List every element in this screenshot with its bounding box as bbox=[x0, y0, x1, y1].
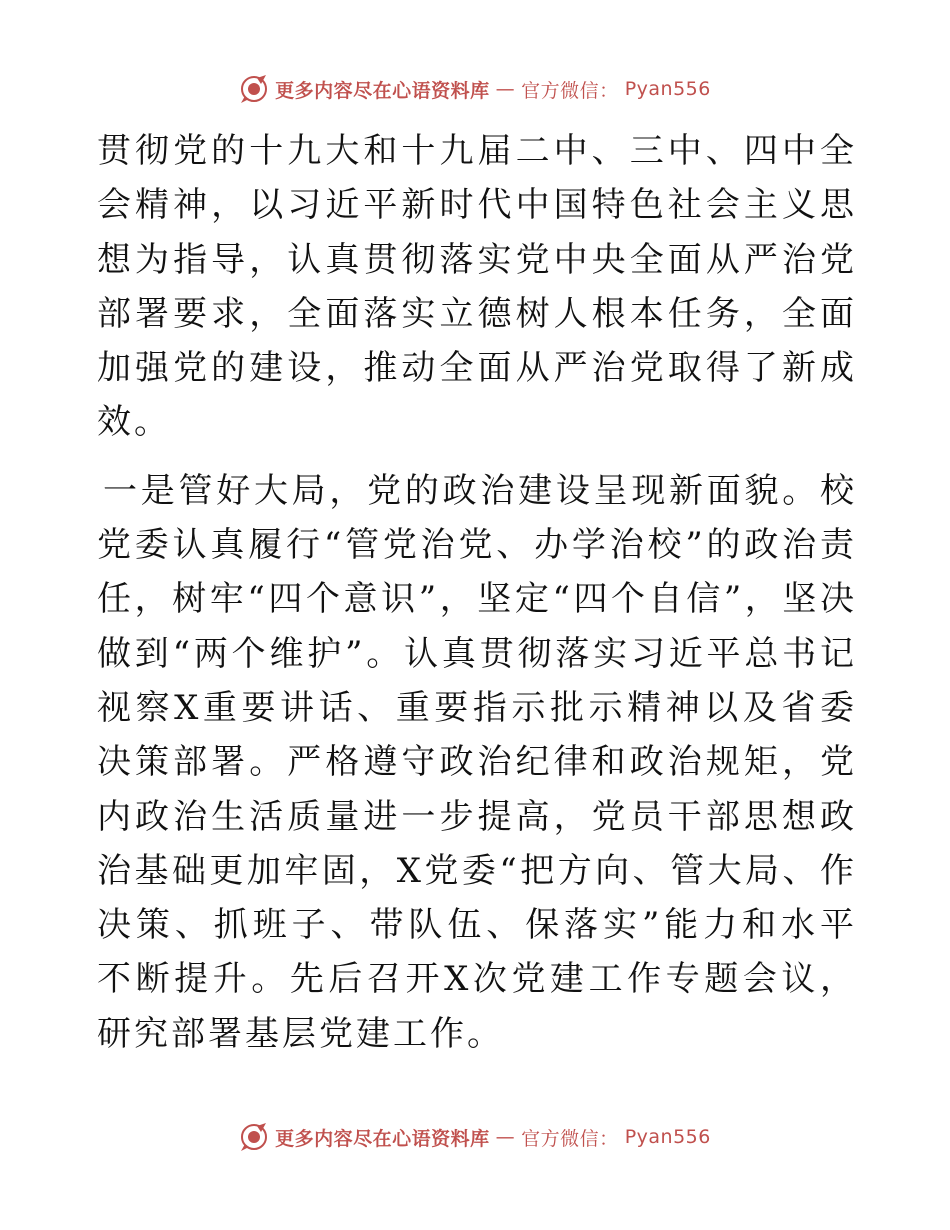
paragraph-1: 贯彻党的十九大和十九届二中、三中、四中全会精神，以习近平新时代中国特色社会主义思想为指导，认真贯彻落实党中央全面从严治党部署要求，全面落实立德树人根本任务，全面加强党的建设，推动全面从严治党取得了新成效。 bbox=[97, 131, 857, 443]
footer-watermark bbox=[0, 1122, 950, 1152]
quill-seal-icon bbox=[239, 74, 269, 104]
watermark-separator: — bbox=[495, 78, 516, 100]
watermark-contact-value: Pyan556 bbox=[624, 78, 711, 100]
watermark-main-text: 更多内容尽在心语资料库 bbox=[275, 1127, 490, 1150]
watermark-main-text: 更多内容尽在心语资料库 bbox=[275, 79, 490, 102]
watermark-separator: — bbox=[495, 1126, 516, 1148]
watermark-contact-label: 官方微信： bbox=[521, 79, 619, 102]
watermark-contact-value: Pyan556 bbox=[624, 1126, 711, 1148]
paragraph-2: 一是管好大局，党的政治建设呈现新面貌。校党委认真履行“管党治党、办学治校”的政治责任，树牢“四个意识”，坚定“四个自信”，坚决做到“两个维护”。认真贯彻落实习近平总书记视察X重要讲话、重要指示批示精神以及省委决策部署。严格遵守政治纪律和政治规矩，党内政治生活质量进一步提高，党员干部思想政治基础更加牢固，X党委“把方向、管大局、作决策、抓班子、带队伍、保落实”能力和水平不断提升。先后召开X次党建工作专题会议，研究部署基层党建工作。 bbox=[97, 470, 857, 1054]
document-body bbox=[97, 124, 857, 1061]
quill-seal-icon bbox=[239, 1122, 269, 1152]
header-watermark bbox=[0, 74, 950, 104]
watermark-contact-label: 官方微信： bbox=[521, 1127, 619, 1150]
